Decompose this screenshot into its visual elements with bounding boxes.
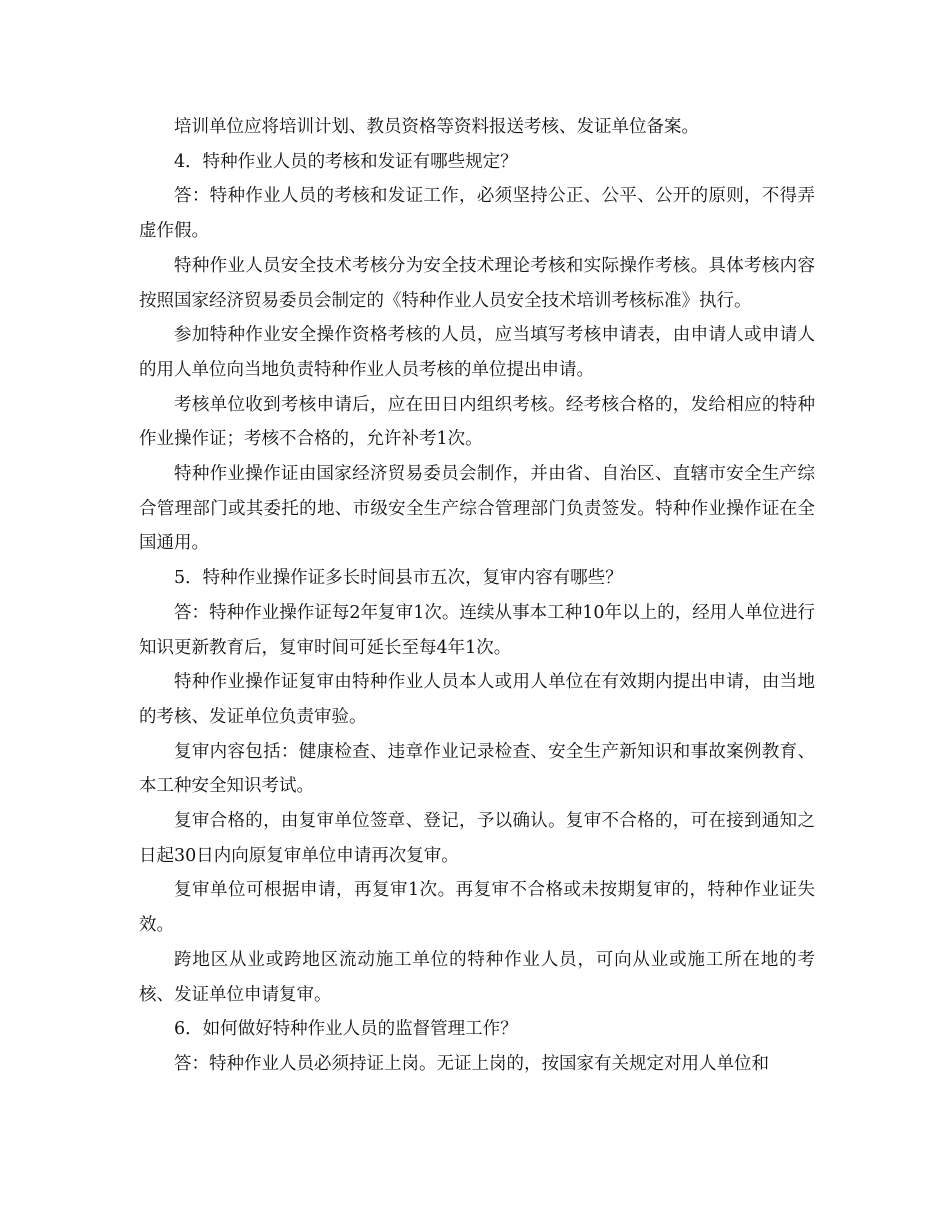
paragraph: 培训单位应将培训计划、教员资格等资料报送考核、发证单位备案。: [174, 117, 699, 137]
paragraph: 跨地区从业或跨地区流动施工单位的特种作业人员，可向从业或施工所在地的考核、发证单位申请复审。: [139, 949, 815, 1005]
paragraph: 答：特种作业操作证每2年复审1次。连续从事本工种10年以上的，经用人单位进行知识更新教育后，复审时间可延长至每4年1次。: [139, 602, 815, 658]
paragraph: 复审内容包括：健康检查、违章作业记录检查、安全生产新知识和事故案例教育、本工种安全知识考试。: [139, 741, 815, 797]
paragraph: 特种作业操作证复审由特种作业人员本人或用人单位在有效期内提出申请，由当地的考核、发证单位负责审验。: [139, 672, 815, 727]
section-heading: 4．特种作业人员的考核和发证有哪些规定？: [174, 151, 518, 172]
paragraph: 特种作业人员安全技术考核分为安全技术理论考核和实际操作考核。具体考核内容按照国家经济贸易委员会制定的《特种作业人员安全技术培训考核标准》执行。: [139, 255, 815, 311]
paragraph: 参加特种作业安全操作资格考核的人员，应当填写考核申请表，由申请人或申请人的用人单位向当地负责特种作业人员考核的单位提出申请。: [139, 325, 815, 380]
paragraph: 答：特种作业人员的考核和发证工作，必须坚持公正、公平、公开的原则，不得弄虚作假。: [139, 186, 815, 242]
paragraph: 特种作业操作证由国家经济贸易委员会制作，并由省、自治区、直辖市安全生产综合管理部门或其委托的地、市级安全生产综合管理部门负责签发。特种作业操作证在全国通用。: [139, 464, 815, 554]
paragraph: 考核单位收到考核申请后，应在田日内组织考核。经考核合格的，发给相应的特种作业操作证；考核不合格的，允许补考1次。: [139, 394, 815, 450]
document-body: [139, 110, 815, 1082]
section-heading: 6．如何做好特种作业人员的监督管理工作？: [174, 1019, 518, 1040]
paragraph: 复审合格的，由复审单位签章、登记，予以确认。复审不合格的，可在接到通知之日起30日内向原复审单位申请再次复审。: [139, 811, 815, 866]
section-heading: 5．特种作业操作证多长时间县市五次，复审内容有哪些？: [174, 568, 623, 589]
paragraph: 答：特种作业人员必须持证上岗。无证上岗的，按国家有关规定对用人单位和: [174, 1053, 769, 1074]
paragraph: 复审单位可根据申请，再复审1次。再复审不合格或未按期复审的，特种作业证失效。: [139, 880, 815, 936]
